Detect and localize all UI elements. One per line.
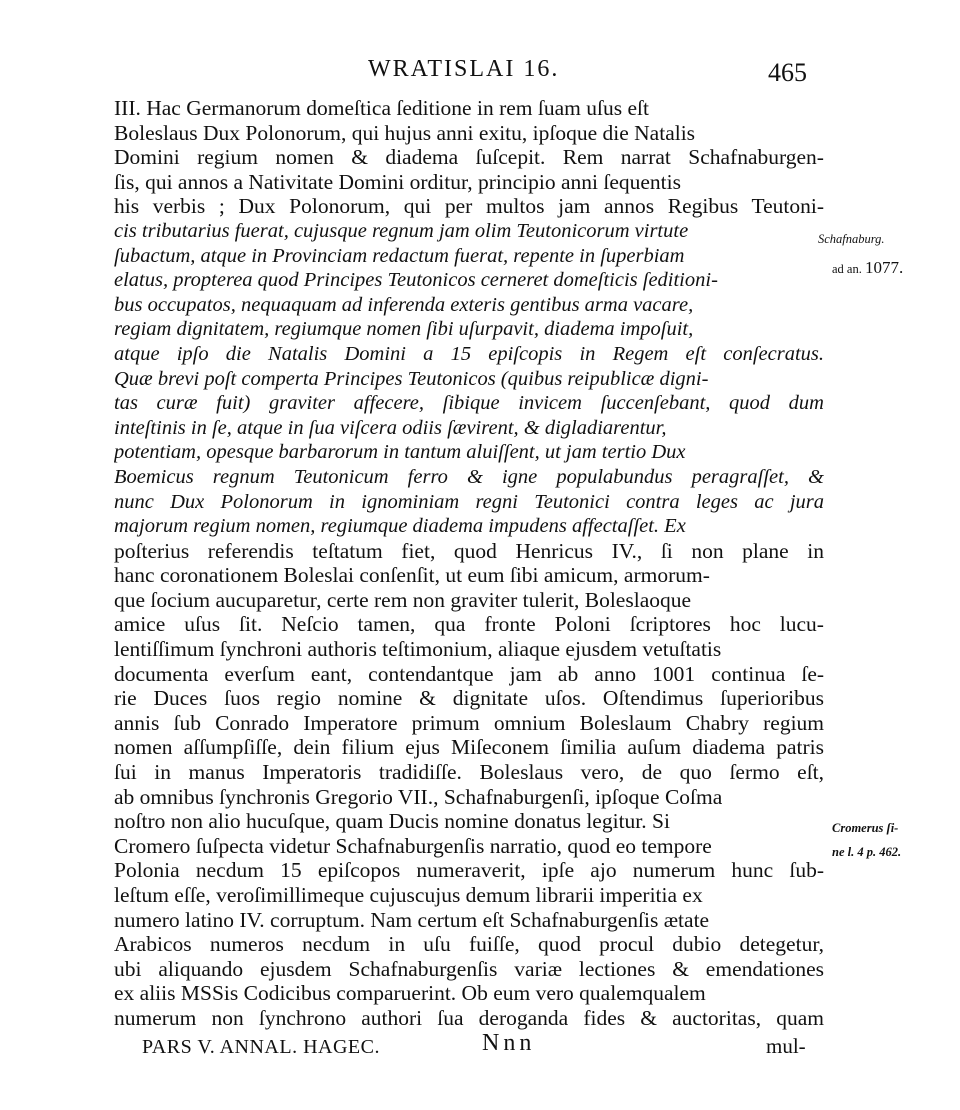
text-line: que ſocium aucuparetur, certe rem non graviter tulerit, Boleslaoque <box>114 587 692 612</box>
text-line: ubi aliquando ejusdem Schafnaburgenſis variæ lectiones & emendationes <box>114 956 824 981</box>
body-text <box>114 96 824 1031</box>
text-line: inteſtinis in ſe, atque in ſua viſcera odiis ſævirent, & digladiarentur, <box>114 416 667 439</box>
text-line: Boemicus regnum Teutonicum ferro & igne populabundus peragraſſet, & <box>114 465 824 488</box>
text-line: rie Duces ſuos regio nomine & dignitate uſos. Oſtendimus ſuperioribus <box>114 686 824 711</box>
text-line: potentiam, opesque barbarorum in tantum aluiſſent, ut jam tertio Dux <box>114 441 686 464</box>
text-line: poſterius referendis teſtatum fiet, quod Henricus IV., ſi non plane in <box>114 538 824 563</box>
text-line: numerum non ſynchrono authori ſua deroganda fides & auctoritas, quam <box>114 1005 824 1030</box>
catchword: mul- <box>766 1034 806 1058</box>
page-number: 465 <box>768 58 807 87</box>
margin-note-cromerus-ref: ne l. 4 p. 462. <box>832 845 902 859</box>
signature-mark: Nnn <box>482 1030 536 1056</box>
text-line: ſui in manus Imperatoris tradidiſſe. Boleslaus vero, de quo ſermo eſt, <box>114 760 824 785</box>
text-line: atque ipſo die Natalis Domini a 15 epiſcopis in Regem eſt conſecratus. <box>114 342 824 365</box>
text-line: Cromero ſuſpecta videtur Schafnaburgenſis narratio, quod eo tempore <box>114 833 712 858</box>
text-line: amice uſus ſit. Neſcio tamen, qua fronte Poloni ſcriptores hoc lucu- <box>114 612 824 637</box>
text-line: Polonia necdum 15 epiſcopos numeraverit, ipſe ajo numerum hunc ſub- <box>114 858 824 883</box>
text-line: Domini regium nomen & diadema ſuſcepit. Rem narrat Schafnaburgen- <box>114 145 824 170</box>
text-line: nunc Dux Polonorum in ignominiam regni Teutonici contra leges ac jura <box>114 490 824 513</box>
text-line: Boleslaus Dux Polonorum, qui hujus anni exitu, ipſoque die Natalis <box>114 120 696 145</box>
margin-note-date-prefix: ad an. <box>832 262 862 276</box>
text-line: ex aliis MSSis Codicibus comparuerint. Ob eum vero qualemqualem <box>114 981 706 1006</box>
text-line: leſtum eſſe, veroſimillimeque cujuscujus demum librarii imperitia ex <box>114 883 703 907</box>
text-line: documenta everſum eant, contendantque jam ab anno 1001 continua ſe- <box>114 661 824 686</box>
text-line: tas curæ fuit) graviter affecere, ſibique invicem ſuccenſebant, quod dum <box>114 392 824 415</box>
text-line: Quæ brevi poſt comperta Principes Teutonicos (quibus reipublicæ digni- <box>114 367 709 390</box>
text-line: elatus, propterea quod Principes Teutonicos cerneret domeſticis ſeditioni- <box>114 269 718 292</box>
text-line: numero latino IV. corruptum. Nam certum eſt Schafnaburgenſis ætate <box>114 907 710 932</box>
text-line: noſtro non alio hucuſque, quam Ducis nomine donatus legitur. Si <box>114 809 670 834</box>
text-line: hanc coronationem Boleslai conſenſit, ut eum ſibi amicum, armorum- <box>114 563 710 588</box>
text-line: majorum regium nomen, regiumque diadema impudens affectaſſet. Ex <box>114 515 686 538</box>
text-line: cis tributarius fuerat, cujusque regnum jam olim Teutonicorum virtute <box>114 219 689 242</box>
text-line: bus occupatos, nequaquam ad inferenda exteris gentibus arma vacare, <box>114 293 694 316</box>
text-line: lentiſſimum ſynchroni authoris teſtimonium, aliaque ejusdem vetuſtatis <box>114 637 722 662</box>
text-line: annis ſub Conrado Imperatore primum omnium Boleslaum Chabry regium <box>114 710 824 735</box>
text-line: Arabicos numeros necdum in uſu fuiſſe, quod procul dubio detegetur, <box>114 932 824 957</box>
text-line: ſubactum, atque in Provinciam redactum fuerat, repente in ſuperbiam <box>114 244 685 267</box>
margin-note-year: 1077. <box>864 258 904 277</box>
margin-note-cromerus: Cromerus ſi- <box>832 821 899 835</box>
text-line: regiam dignitatem, regiumque nomen ſibi uſurpavit, diadema impoſuit, <box>114 318 694 341</box>
margin-note-schafnaburg: Schafnaburg. <box>818 232 885 246</box>
text-line: his verbis ; Dux Polonorum, qui per multos jam annos Regibus Teutoni- <box>114 194 824 219</box>
text-line: ſis, qui annos a Nativitate Domini orditur, principio anni ſequentis <box>114 169 681 194</box>
footer-volume-title: PARS V. ANNAL. HAGEC. <box>142 1036 380 1058</box>
text-line: III. Hac Germanorum domeſtica ſeditione in rem ſuam uſus eſt <box>114 96 649 120</box>
margin-note-date <box>832 258 903 278</box>
text-line: ab omnibus ſynchronis Gregorio VII., Schafnaburgenſi, ipſoque Coſma <box>114 784 723 809</box>
text-line: nomen aſſumpſiſſe, dein filium ejus Miſeconem ſimilia auſum diadema patris <box>114 735 824 760</box>
running-header: WRATISLAI 16. <box>368 56 560 82</box>
